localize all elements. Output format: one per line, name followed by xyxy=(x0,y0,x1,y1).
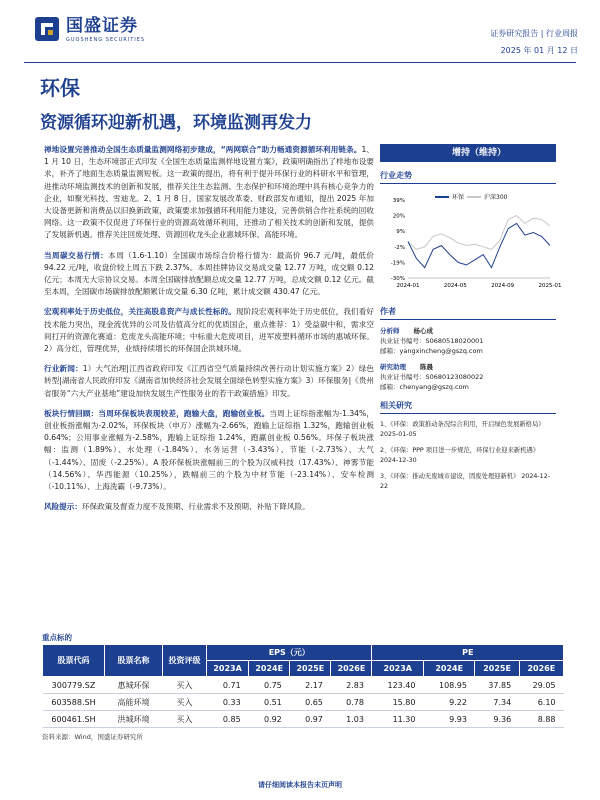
cell-code: 300779.SZ xyxy=(43,677,105,694)
chart-legend xyxy=(432,192,507,201)
th-year: 2026E xyxy=(331,661,372,677)
report-date: 2025 年 01 月 12 日 xyxy=(500,46,578,55)
th-pe: PE xyxy=(372,645,564,661)
x-tick-label: 2025-01 xyxy=(538,283,562,289)
table-title: 重点标的 xyxy=(42,633,72,642)
logo-en-text: GUOSHENG SECURITIES xyxy=(66,37,146,43)
cell-value: 6.10 xyxy=(519,694,563,711)
related-report-link[interactable]: 3、《环保：推动无废城市建设，固废处理迎新机》 2024-12-22 xyxy=(380,473,550,490)
paragraph: 风险提示：环保政策及督查力度不及预期、行业需求不及预期、补贴下降风险。 xyxy=(44,502,310,512)
key-stocks-table xyxy=(42,644,564,728)
cell-value: 0.51 xyxy=(249,694,290,711)
th-year: 2024E xyxy=(249,661,290,677)
trend-title: 行业走势 xyxy=(380,170,556,184)
cell-value: 0.71 xyxy=(207,677,249,694)
related-report-link[interactable]: 2、《环保：PPP 项目进一步规范，环保行业迎来新机遇》 2024-12-30 xyxy=(380,447,540,464)
cell-value: 11.30 xyxy=(372,711,424,728)
paragraph: 禅地设置完善推动全国生态质量监测网络初步建成，“两网联合”助力畅通资源循环利用链条。1、1 月 10 日，生态环境部正式印发《全国生态质量监测样地设置方案》，政策明确指出了样地布设要求，补齐了地面生态质量监测短板。这一政策的提出，将有利于提升环保行业的科研水平和管理，进推动环境监测技术的创新和发展，推荐关注生态监测、生态保护和环境治理中具有核心竞争力的企业，如聚光科技、雪迪龙。2、1 月 8 日，国家发展改革委、财政部发布通知，提出 2025 年加大设备更新和消费品以旧换新政策，政策要求加强循环利用能力建设，完善供销合作社系统的回收网络。这一政策不仅促进了环保行业的资源高效循环利用，还推动了相关技术的创新和发展，提供了发展新机遇。推荐关注回废处理、资源回收龙头企业惠城环保、高能环境。 xyxy=(44,145,374,240)
cell-value: 29.05 xyxy=(519,677,563,694)
related-report-link[interactable]: 1、《环保：政策推动条况综合利用，开启绿色发展新格局》 2025-01-05 xyxy=(380,421,545,438)
rating-badge: 增持（维持） xyxy=(380,144,556,162)
cell-value: 0.92 xyxy=(249,711,290,728)
page-header xyxy=(24,16,584,56)
th-year: 2025E xyxy=(290,661,331,677)
legend-label-1: 沪深300 xyxy=(484,194,508,201)
cell-name: 高能环境 xyxy=(105,694,163,711)
cell-value: 1.03 xyxy=(331,711,372,728)
th-code: 股票代码 xyxy=(43,645,105,677)
cell-value: 108.95 xyxy=(423,677,475,694)
legend-swatch-0 xyxy=(435,196,449,198)
cell-rating: 买入 xyxy=(163,711,207,728)
cell-value: 0.78 xyxy=(331,694,372,711)
cell-value: 0.75 xyxy=(249,677,290,694)
th-year: 2023A xyxy=(372,661,424,677)
cell-value: 0.97 xyxy=(290,711,331,728)
x-tick-label: 2024-05 xyxy=(443,283,467,289)
cell-value: 37.85 xyxy=(475,677,519,694)
cell-value: 0.85 xyxy=(207,711,249,728)
cell-rating: 买入 xyxy=(163,694,207,711)
cell-value: 9.36 xyxy=(475,711,519,728)
cell-value: 0.65 xyxy=(290,694,331,711)
x-tick-label: 2024-09 xyxy=(491,283,515,289)
cell-value: 2.17 xyxy=(290,677,331,694)
report-title: 资源循环迎新机遇，环境监测再发力 xyxy=(40,113,312,133)
logo-icon xyxy=(34,16,60,42)
report-body xyxy=(44,144,374,521)
y-tick-label: 20% xyxy=(392,213,405,220)
th-year: 2024E xyxy=(423,661,475,677)
table-row xyxy=(43,677,564,694)
paragraph: 行业新闻：1）大气治理|江西省政府印发《江西省空气质量持续改善行动计划实施方案》2）绿色转型|湖南省人民政府印发《湖南省加快经济社会发展全面绿色转型实施方案》3）环保服务|《贵州省服务“六大产业基地”建设加快发展生产性服务业的若干政策措施》印发。 xyxy=(44,364,374,398)
y-tick-label: -30% xyxy=(390,276,405,282)
legend-label-0: 环保 xyxy=(452,194,465,201)
y-tick-label: -19% xyxy=(390,260,405,267)
paragraph: 板块行情回顾：当周环保板块表现较差，跑输大盘，跑输创业板。当周上证综指涨幅为-1.34%，创业板指涨幅为-2.02%，环保板块（申万）涨幅为-2.66%，跑输上证综指 1.32%，跑输创业板 0.64%；公用事业涨幅为-2.58%，跑输上证综指 1.24%，跑赢创业板 0.56%。环保子板块涨幅：监测（1.89%）、水处理（-1.84%）、水务运营（-3.43%）、节能（-2.73%）、大气（-1.44%）、固废（-2.25%）。A 股环保板块涨幅前三的个股为汉威科技（17.43%）、神雾节能（14.56%）、华西能源（10.25%），跌幅前三的个股为中材节能（-23.14%）、安车检测（-10.11%）、上海洗霸（-9.73%）。 xyxy=(44,408,374,492)
th-eps: EPS（元） xyxy=(207,645,372,661)
cell-rating: 买入 xyxy=(163,677,207,694)
th-year: 2025E xyxy=(475,661,519,677)
table-row xyxy=(43,711,564,728)
trend-chart-svg xyxy=(380,188,562,298)
table-source: 资料来源：Wind，国盛证券研究所 xyxy=(42,733,143,741)
th-name: 股票名称 xyxy=(105,645,163,677)
sector-title: 环保 xyxy=(40,76,80,100)
y-tick-label: -2% xyxy=(394,244,405,251)
analyst-block: 研究助理 陈晨 执业证书编号：S0680123080022 邮箱：chenyang@gszq.com xyxy=(380,363,484,391)
series-line-沪深300 xyxy=(408,216,550,250)
sidebar xyxy=(380,144,562,492)
th-rating: 投资评级 xyxy=(163,645,207,677)
table-row xyxy=(43,694,564,711)
related-title: 相关研究 xyxy=(380,400,556,414)
cell-value: 123.40 xyxy=(372,677,424,694)
header-divider xyxy=(24,62,576,63)
cell-value: 9.22 xyxy=(423,694,475,711)
cell-code: 600461.SH xyxy=(43,711,105,728)
y-tick-label: 9% xyxy=(396,229,405,236)
trend-chart xyxy=(380,188,562,298)
paragraph: 当周碳交易行情：本周（1.6-1.10）全国碳市场综合价格行情为：最高价 96.7 元/吨，最低价 94.22 元/吨，收盘价较上周五下跌 2.37%。本周挂牌协议交易成交量 12.77 万吨，成交额 0.12 亿元；本周无大宗协议交易。本周全国碳排放配额总成交量 12.77 万吨，总成交额 0.12 亿元。截至本周，全国碳市场碳排放配额累计成交量 6.30 亿吨，累计成交额 430.47 亿元。 xyxy=(44,250,375,297)
cell-value: 0.33 xyxy=(207,694,249,711)
analyst-block: 分析师 杨心成 执业证书编号：S0680518020001 邮箱：yangxincheng@gszq.com xyxy=(380,327,484,355)
legend-swatch-1 xyxy=(467,196,481,198)
cell-name: 惠城环保 xyxy=(105,677,163,694)
cell-value: 2.83 xyxy=(331,677,372,694)
cell-value: 9.93 xyxy=(423,711,475,728)
cell-name: 洪城环境 xyxy=(105,711,163,728)
cell-value: 15.80 xyxy=(372,694,424,711)
th-year: 2026E xyxy=(519,661,563,677)
x-tick-label: 2024-01 xyxy=(396,283,420,289)
logo-cn-text: 国盛证券 xyxy=(66,16,138,36)
paragraph: 宏观利率处于历史低位，关注高股息资产与成长性标的。现阶段宏观利率处于历史低位，我们看好技术能力突出，现金流优异的公司及估值高分红的优质国企，重点推荐：1）受益碳中和，需求空间打开的资源化赛道：危废龙头高能环境；中标重大危废项目，进军废塑料循环市场的惠城环保。2）高分红，管理优异，业绩持续增长的环保国企洪城环境。 xyxy=(44,307,374,354)
company-logo xyxy=(34,16,145,43)
author-title: 作者 xyxy=(380,306,556,320)
cell-code: 603588.SH xyxy=(43,694,105,711)
report-type: 证券研究报告 | 行业周报 xyxy=(490,29,578,38)
y-tick-label: 39% xyxy=(392,198,405,204)
page-footer: 请仔细阅读本报告末页声明 xyxy=(258,781,342,789)
cell-value: 7.34 xyxy=(475,694,519,711)
cell-value: 8.88 xyxy=(519,711,563,728)
th-year: 2023A xyxy=(207,661,249,677)
